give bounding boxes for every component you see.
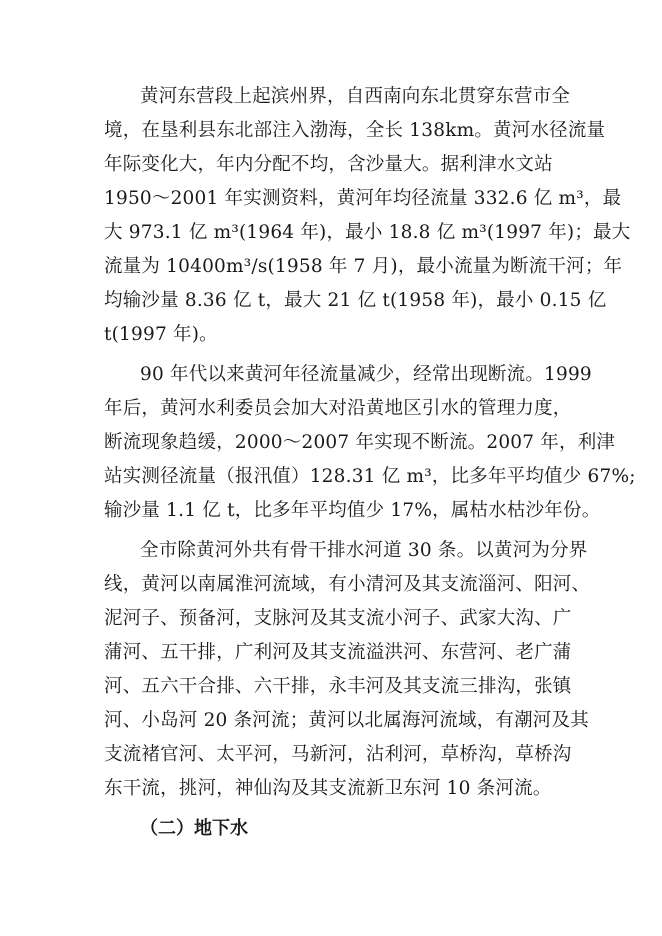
- paragraph-3-line-2: 线，黄河以南属淮河流域，有小清河及其支流淄河、阳河、: [104, 574, 591, 595]
- paragraph-1-line-7: 均输沙量 8.36 亿 t，最大 21 亿 t(1958 年)，最小 0.15 亿: [104, 290, 607, 311]
- paragraph-2-line-3: 断流现象趋缓，2000～2007 年实现不断流。2007 年，利津: [104, 432, 616, 453]
- paragraph-2-line-2: 年后，黄河水利委员会加大对沿黄地区引水的管理力度，: [104, 398, 572, 419]
- paragraph-3-line-1: 全市除黄河外共有骨干排水河道 30 条。以黄河为分界: [140, 540, 588, 561]
- paragraph-2-line-5: 输沙量 1.1 亿 t，比多年平均值少 17%，属枯水枯沙年份。: [104, 500, 601, 521]
- paragraph-1-line-4: 1950～2001 年实测资料，黄河年均径流量 332.6 亿 m³，最: [104, 188, 622, 209]
- paragraph-3-line-6: 河、小岛河 20 条河流；黄河以北属海河流域，有潮河及其: [104, 710, 589, 731]
- paragraph-3-line-8: 东干流，挑河，神仙沟及其支流新卫东河 10 条河流。: [104, 778, 552, 799]
- paragraph-1-line-8: t(1997 年)。: [104, 324, 218, 345]
- paragraph-3-line-5: 河、五六干合排、六干排，永丰河及其支流三排沟，张镇: [104, 676, 572, 697]
- section-heading: （二）地下水: [140, 818, 248, 839]
- paragraph-1-line-6: 流量为 10400m³/s(1958 年 7 月)，最小流量为断流干河；年: [104, 256, 623, 277]
- paragraph-2-line-1: 90 年代以来黄河年径流量减少，经常出现断流。1999: [140, 364, 592, 385]
- paragraph-1-line-3: 年际变化大，年内分配不均，含沙量大。据利津水文站: [104, 154, 553, 175]
- paragraph-3-line-3: 泥河子、预备河，支脉河及其支流小河子、武家大沟、广: [104, 608, 572, 629]
- paragraph-3-line-4: 蒲河、五干排，广利河及其支流溢洪河、东营河、老广蒲: [104, 642, 572, 663]
- paragraph-2-line-4: 站实测径流量（报汛值）128.31 亿 m³，比多年平均值少 67%;: [104, 466, 636, 487]
- paragraph-3-line-7: 支流褚官河、太平河，马新河，沾利河，草桥沟，草桥沟: [104, 744, 572, 765]
- paragraph-1-line-5: 大 973.1 亿 m³(1964 年)，最小 18.8 亿 m³(1997 年)；最大: [104, 222, 631, 243]
- paragraph-1-line-1: 黄河东营段上起滨州界，自西南向东北贯穿东营市全: [140, 86, 571, 107]
- paragraph-1-line-2: 境，在垦利县东北部注入渤海，全长 138km。黄河水径流量: [104, 120, 606, 141]
